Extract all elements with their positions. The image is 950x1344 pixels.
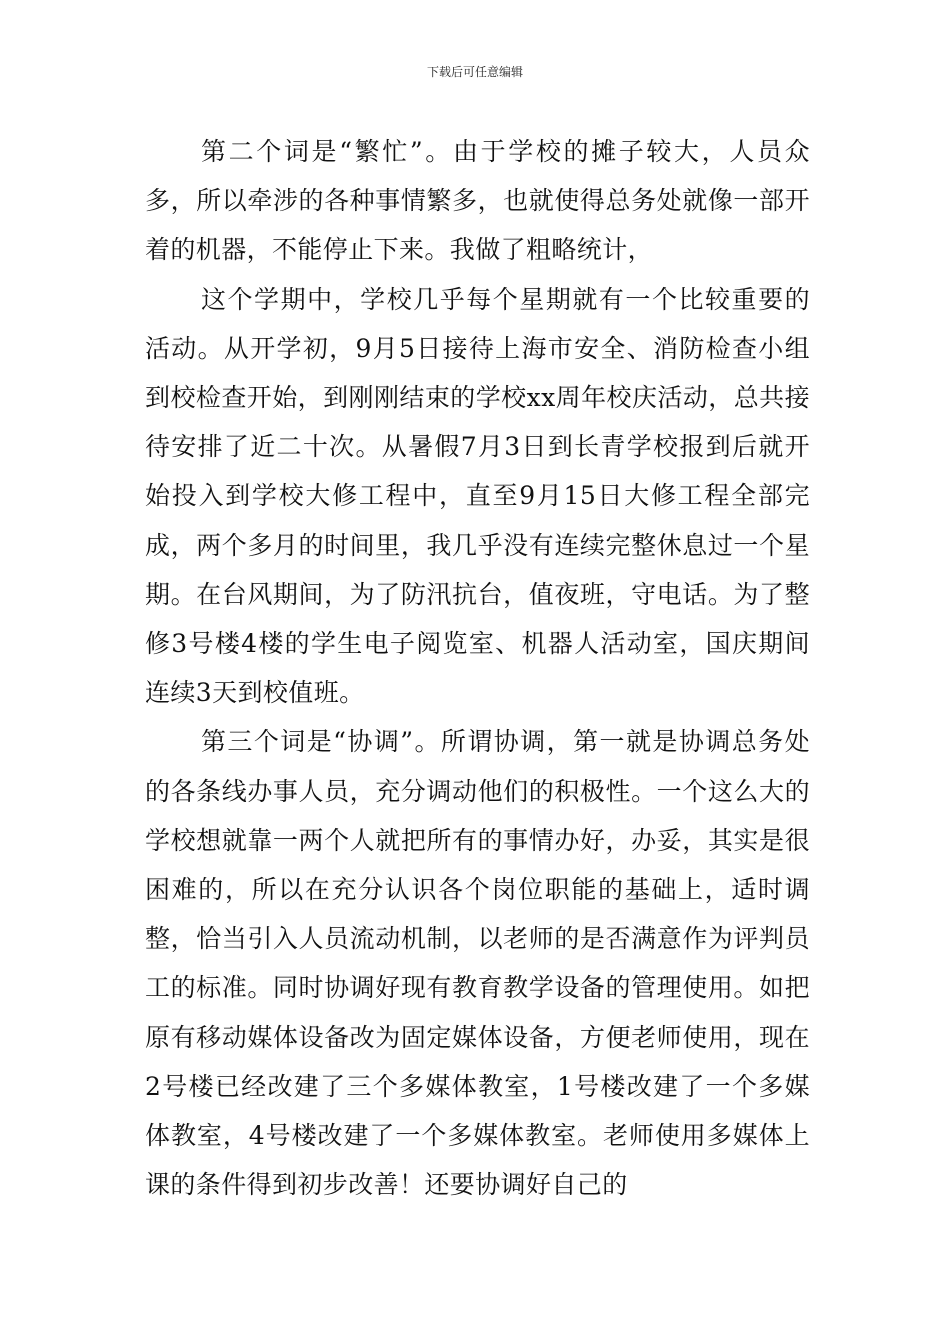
- paragraph-busy: 第二个词是“繁忙”。由于学校的摊子较大，人员众多，所以牵涉的各种事情繁多，也就使得总务处就像一部开着的机器，不能停止下来。我做了粗略统计，: [145, 137, 810, 265]
- paragraph-semester-activities: 这个学期中，学校几乎每个星期就有一个比较重要的活动。从开学初，9月5日接待上海市安全、消防检查小组到校检查开始，到刚刚结束的学校xx周年校庆活动，总共接待安排了近二十次。从暑假7月3日到长青学校报到后就开始投入到学校大修工程中，直至9月15日大修工程全部完成，两个多月的时间里，我几乎没有连续完整休息过一个星期。在台风期间，为了防汛抗台，值夜班，守电话。为了整修3号楼4楼的学生电子阅览室、机器人活动室，国庆期间连续3天到校值班。: [145, 284, 810, 708]
- paragraph-coordination: 第三个词是“协调”。所谓协调，第一就是协调总务处的各条线办事人员，充分调动他们的积极性。一个这么大的学校想就靠一两个人就把所有的事情办好，办妥，其实是很困难的，所以在充分认识各个岗位职能的基础上，适时调整，恰当引入人员流动机制，以老师的是否满意作为评判员工的标准。同时协调好现有教育教学设备的管理使用。如把原有移动媒体设备改为固定媒体设备，方便老师使用，现在2号楼已经改建了三个多媒体教室，1号楼改建了一个多媒体教室，4号楼改建了一个多媒体教室。老师使用多媒体上课的条件得到初步改善！还要协调好自己的: [145, 727, 810, 1200]
- document-body: [145, 127, 810, 1209]
- page-header: 下载后可任意编辑: [426, 65, 523, 79]
